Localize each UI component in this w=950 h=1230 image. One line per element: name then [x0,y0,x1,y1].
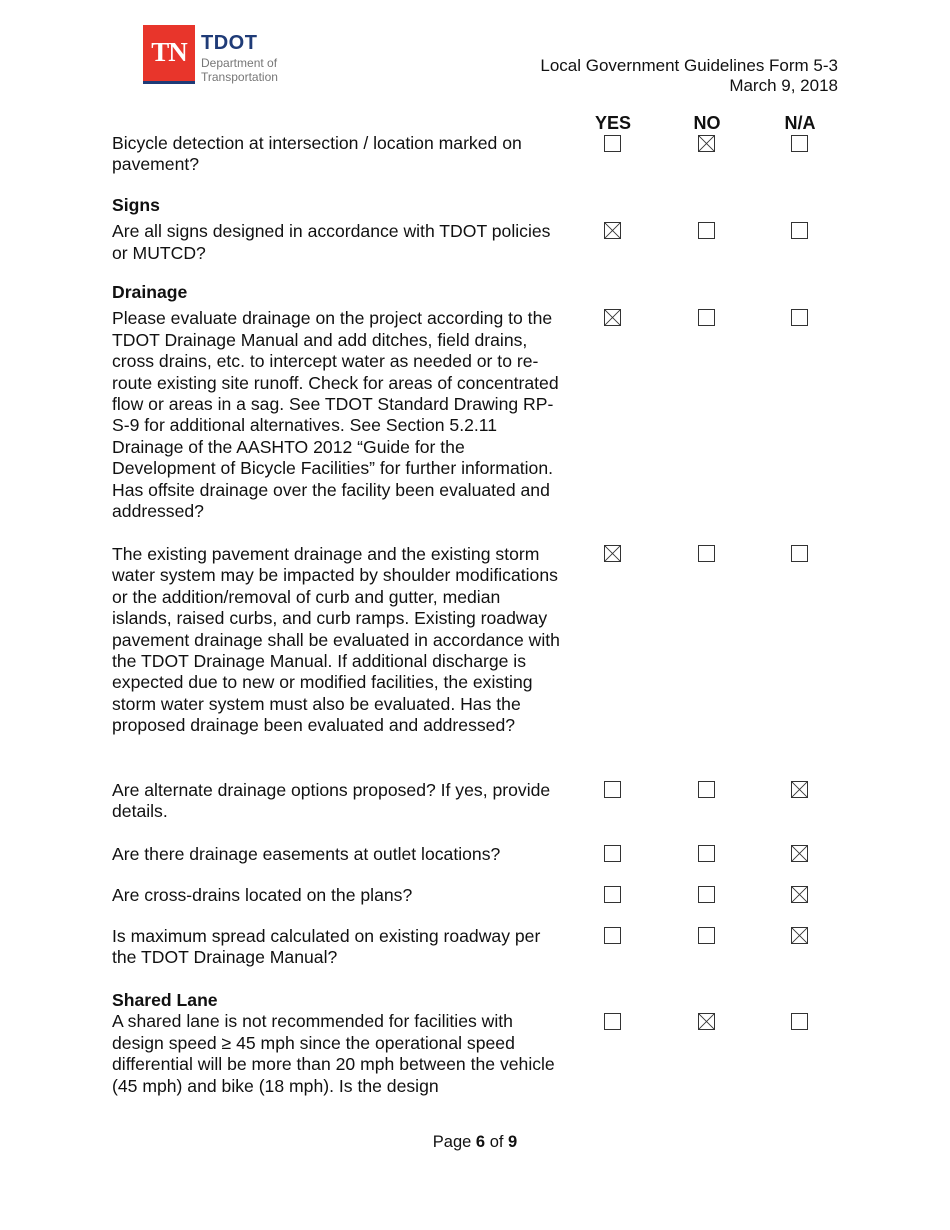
logo-name: TDOT [201,32,258,54]
question-offsite-drainage [112,282,562,522]
form-header [540,56,838,96]
column-header-na: N/A [784,113,816,133]
checkbox-no[interactable] [698,545,715,562]
checkbox-yes[interactable] [604,135,621,152]
checkbox-no[interactable] [698,222,715,239]
form-title: Local Government Guidelines Form 5-3 [540,56,838,75]
form-date: March 9, 2018 [729,76,838,95]
question-shared-lane [112,990,562,1097]
checkbox-yes[interactable] [604,927,621,944]
question-text: Are there drainage easements at outlet locations? [112,844,501,864]
question-drainage-easements [112,844,562,865]
section-heading-signs: Signs [112,195,160,215]
checkbox-no[interactable] [698,135,715,152]
checkbox-na[interactable] [791,781,808,798]
checkbox-yes[interactable] [604,545,621,562]
page-of: of [489,1133,504,1151]
question-text: Are cross-drains located on the plans? [112,885,413,905]
section-heading-drainage: Drainage [112,282,188,302]
checkmark-x-icon [699,136,714,151]
checkbox-no[interactable] [698,781,715,798]
checkbox-yes[interactable] [604,309,621,326]
question-text: Please evaluate drainage on the project according to the TDOT Drainage Manual and add ditches, field drains, cross drains, etc. to intercept water as needed or to re-route existing site runoff. Check for areas of concentrated flow or areas in a sag. See TDOT Standard Drawing RP-S-9 for additional alternatives. See Section 5.2.11 Drainage of the AASHTO 2012 “Guide for the Development of Bicycle Facilities” for further information. Has offsite drainage over the facility been evaluated and addressed? [112,308,559,522]
question-pavement-drainage [112,544,562,737]
checkmark-x-icon [605,310,620,325]
checkbox-yes[interactable] [604,781,621,798]
checkbox-yes[interactable] [604,1013,621,1030]
question-signs [112,195,562,264]
logo-department-line1: Department of [201,56,278,70]
tn-logo-mark: TN [143,25,195,81]
page-total: 9 [508,1133,518,1151]
checkbox-na[interactable] [791,222,808,239]
checkmark-x-icon [792,928,807,943]
checkbox-no[interactable] [698,1013,715,1030]
checkbox-na[interactable] [791,545,808,562]
question-text: The existing pavement drainage and the existing storm water system may be impacted by shoulder modifications or the addition/removal of curb and gutter, median islands, raised curbs, and curb ramps. Existing roadway pavement drainage shall be evaluated in accordance with the TDOT Drainage Manual. If additional discharge is expected due to new or modified facilities, the existing storm water system must also be evaluated. Has the proposed drainage been evaluated and addressed? [112,544,560,736]
page-number: 6 [475,1133,486,1151]
checkbox-yes[interactable] [604,222,621,239]
checkmark-x-icon [699,1014,714,1029]
checkmark-x-icon [605,223,620,238]
checkbox-na[interactable] [791,886,808,903]
logo-department [201,56,278,84]
logo-underline [143,81,195,84]
question-text: A shared lane is not recommended for facilities with design speed ≥ 45 mph since the operational speed differential will be more than 20 mph between the vehicle (45 mph) and bike (18 mph). Is the design [112,1011,555,1096]
checkbox-na[interactable] [791,927,808,944]
question-text: Is maximum spread calculated on existing roadway per the TDOT Drainage Manual? [112,926,541,968]
checkbox-no[interactable] [698,845,715,862]
question-cross-drains [112,885,562,906]
tdot-logo [143,25,293,85]
checkbox-yes[interactable] [604,886,621,903]
column-header-yes: YES [594,113,632,133]
checkbox-na[interactable] [791,845,808,862]
checkbox-no[interactable] [698,927,715,944]
question-maximum-spread [112,926,562,969]
checkmark-x-icon [605,546,620,561]
column-header-no: NO [693,113,721,133]
checkmark-x-icon [792,846,807,861]
section-heading-shared-lane: Shared Lane [112,990,218,1010]
checkmark-x-icon [792,782,807,797]
question-text: Are alternate drainage options proposed? If yes, provide details. [112,780,551,822]
page-footer [0,1133,950,1152]
question-alternate-drainage [112,780,562,823]
checkmark-x-icon [792,887,807,902]
checkbox-na[interactable] [791,135,808,152]
question-text: Bicycle detection at intersection / location marked on pavement? [112,133,522,175]
checkbox-yes[interactable] [604,845,621,862]
checkbox-no[interactable] [698,886,715,903]
checkbox-na[interactable] [791,1013,808,1030]
page-label: Page [432,1133,472,1151]
question-bicycle-detection [112,133,562,176]
checkbox-no[interactable] [698,309,715,326]
checkbox-na[interactable] [791,309,808,326]
logo-department-line2: Transportation [201,70,278,84]
question-text: Are all signs designed in accordance with TDOT policies or MUTCD? [112,221,551,263]
